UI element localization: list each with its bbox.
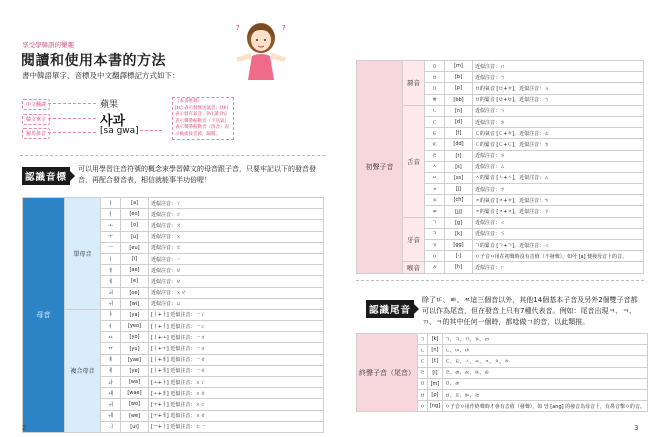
romanization-cell: [ui] [121,421,149,432]
note-cell: 近似注音：ㄩ [149,298,324,309]
romanization-cell: [yu] [121,343,149,354]
romanization-cell: [p] [445,83,473,94]
description: 書中韓語單字、音標及中文翻譯標記方式如下： [22,71,180,80]
group-cell: 舌音 [403,105,425,217]
label-korean: 韓文單字 [22,114,50,125]
note-cell: ㅂ的緊音 [ㅂ+ㅂ]，近似注音：ㄅ [473,94,644,105]
letter-cell: ㅏ [101,198,121,209]
group-cell: 喉音 [403,262,425,273]
romanization-cell: [k] [445,228,473,239]
note-cell: [ㅣ+ㅔ] 近似注音：一ㄝ [149,365,324,376]
letter-cell: ㅂ [425,72,445,83]
romanization-cell: [e] [121,276,149,287]
romanization-cell: [m] [445,61,473,72]
letter-cell: ㅘ [101,377,121,388]
label-chinese: 中文翻譯 [22,99,50,110]
letter-cell: ㄹ [425,150,445,161]
note-cell: ㅂ、ㅍ、ㅄ、ㄿ [443,389,648,400]
note-cell: 近似注音：ㄡ [149,220,324,231]
group-cell: 單母音 [65,198,101,310]
letter-cell: ㅡ [101,242,121,253]
letter-cell: ㅋ [425,228,445,239]
romanization-cell: [m] [427,378,442,389]
letter-cell: ㅞ [101,410,121,421]
romanization-cell: [r] [445,150,473,161]
note-cell: 近似注音：ㄙ [473,161,644,172]
table-row [357,334,648,345]
letter-cell: ㄱ [425,217,445,228]
letter-cell: ㄲ [425,240,445,251]
note-cell: ㅈ的緊音 [ㅈ+ㅈ]，近似注音：ㄗ [473,206,644,217]
romanization-cell: [yeo] [121,321,149,332]
category-cell: 初聲子音 [357,61,403,274]
romanization-cell: [l] [427,367,442,378]
label-phonetic: 羅馬拼音 [22,128,50,139]
note-cell: [ㅗ+ㅏ] 近似注音：ㄨㄚ [149,377,324,388]
romanization-cell: [bb] [445,94,473,105]
romanization-cell: [t] [445,128,473,139]
note-cell: [ㅣ+ㅗ] 近似注音：一ㄡ [149,332,324,343]
section-badge-phonetic: 認識音標 [22,167,70,185]
note-cell: 近似注音：ㄌ [473,150,644,161]
note-cell: ㄹ、ㄼ、ㄽ、ㄾ、ㅀ [443,367,648,378]
letter-cell: ㅁ [425,61,445,72]
letter-cell: ㅝ [101,399,121,410]
note-cell: 近似注音：ㄛ [149,209,324,220]
intro-text-final: 除了ㄸ、ㅃ、ㅉ這三個音以外，其他14個基本子音及另外2個雙子音都可以作為尾音，但在發音上只有7種代表音。例如：尾音出現ㅋ、ㅋ、ㄲ、ㅋ的其中任何一個時，都唸做ㄱ的音，以此類推。 [422,296,638,326]
romanization-cell: [jj] [445,206,473,217]
note-cell: [ㅣ+ㅐ] 近似注音：一ㄝ [149,354,324,365]
letter-cell: ㅉ [425,206,445,217]
letter-cell: ㅑ [101,309,121,320]
letter-cell: ㅇ [425,251,445,262]
romanization-cell: [wo] [121,399,149,410]
note-cell: ㄷ、ㅌ、ㅅ、ㅆ、ㅈ、ㅊ、ㅎ [443,356,648,367]
note-cell: [ㅗ+ㅐ] 近似注音：ㄨㄝ [149,388,324,399]
romanization-cell: [k] [427,334,442,345]
table-row [357,61,644,72]
category-cell: 終聲子音（尾音） [357,334,418,412]
romanization-cell: [wa] [121,377,149,388]
romanization-cell: [d] [445,116,473,127]
group-cell: 複合母音 [65,309,101,432]
note-cell: ㅂ的氣音 [ㅂ+ㅎ]，近似注音：ㄆ [473,83,644,94]
romanization-cell: [ya] [121,309,149,320]
romanization-cell: [t] [427,356,442,367]
note-cell: 近似注音：ㄨㄝ [149,287,324,298]
romanization-cell: [g] [445,217,473,228]
final-consonant-table [356,333,648,412]
note-cell: [ㅜ+ㅔ] 近似注音：ㄨㄝ [149,410,324,421]
romanization-cell: [dd] [445,139,473,150]
note-cell: 近似注音：ㄧ [149,253,324,264]
svg-text:?: ? [236,24,240,32]
vowel-table [22,197,324,433]
page-number-left: 2 [22,424,27,432]
note-cell: ㅇ子音ㅇ用在初聲時沒有音值（不發聲），如아 [a] 便發母音ㅏ的音。 [473,251,644,262]
romanization-cell: [-] [445,251,473,262]
romanization-cell: [wi] [121,298,149,309]
girl-illustration [230,18,292,80]
romanization-cell: [ae] [121,265,149,276]
annotation-box [172,97,234,140]
letter-cell: ㄷ [425,116,445,127]
category-cell: 母音 [23,198,65,433]
note-cell: 近似注音：ㄅ [473,72,644,83]
note-cell: 近似注音：ㄜ [149,242,324,253]
romanization-cell: [ye] [121,365,149,376]
letter-cell: ㅈ [425,184,445,195]
letter-cell: ㄴ [418,345,428,356]
romanization-cell: [gg] [445,240,473,251]
letter-cell: ㅔ [101,276,121,287]
letter-cell: ㅎ [425,262,445,273]
table-row [23,309,324,320]
annotation-top: （本書拼寫） [175,99,202,104]
romanization-cell: [eu] [121,242,149,253]
note-cell: ㄱ、ㅋ、ㄲ、ㄳ、ㄺ [443,334,648,345]
note-cell: 近似注音：ㄇ [473,61,644,72]
letter-cell: ㅐ [101,265,121,276]
note-cell: 近似注音：ㄉ [473,116,644,127]
romanization-cell: [we] [121,410,149,421]
note-cell: 近似注音：ㄗ [473,184,644,195]
note-cell: 近似注音：ㄚ [149,198,324,209]
note-cell: 近似注音：ㄝ [149,265,324,276]
romanization-cell: [yae] [121,354,149,365]
romanization-cell: [wae] [121,388,149,399]
romanization-cell: [n] [445,105,473,116]
note-cell: ㅅ的緊音 [ㅅ+ㅅ]，近似注音：ㄙ [473,172,644,183]
note-cell: [ㅣ+ㅏ] 近似注音：一ㄚ [149,309,324,320]
letter-cell: ㅟ [101,298,121,309]
letter-cell: ㅢ [101,421,121,432]
note-cell: ㅇ子音ㅇ用作終聲時才會有音值（發聲），如 앙 [ang] 的發音為母音ㅏ，有鼻音擊ㅇ的音。 [443,401,648,412]
note-cell: 近似注音：ㄏ [473,262,644,273]
note-cell: [ㅣ+ㅜ] 近似注音：一ㄨ [149,343,324,354]
letter-cell: ㅍ [425,83,445,94]
letter-cell: ㅜ [101,231,121,242]
consonant-table [356,60,644,274]
romanization-cell: [i] [121,253,149,264]
note-cell: 近似注音：ㄋ [473,105,644,116]
letter-cell: ㅣ [101,253,121,264]
romanization-cell: [h] [445,262,473,273]
letter-cell: ㅖ [101,365,121,376]
letter-cell: ㅕ [101,321,121,332]
romanization-cell: [ss] [445,172,473,183]
letter-cell: ㅁ [418,378,428,389]
group-cell: 牙音 [403,217,425,262]
letter-cell: ㅃ [425,94,445,105]
romanization-cell: [u] [121,231,149,242]
letter-cell: ㅊ [425,195,445,206]
intro-text-phonetic: 可以用學習注音符號的概念來學習韓文的母音跟子音，只要牢記以下的發音發音，再配合發音表，相信就能事半功倍喔！ [78,165,316,184]
letter-cell: ㅛ [101,332,121,343]
note-cell: ㄷ的氣音 [ㄷ+ㅎ]，近似注音：ㄊ [473,128,644,139]
romanization-cell: [s] [445,161,473,172]
note-cell: ㄷ的緊音 [ㄷ+ㄷ]，近似注音：ㄉ [473,139,644,150]
page-number-right: 3 [634,424,639,432]
note-cell: 近似注音：ㄍ [473,217,644,228]
subtitle: 享受學韓語的樂趣 [22,41,74,49]
svg-text:?: ? [282,24,286,32]
note-cell: ㄱ的緊音 [ㄱ+ㄱ]，近似注音：ㄍ [473,240,644,251]
letter-cell: ㅒ [101,354,121,365]
letter-cell: ㅠ [101,343,121,354]
romanization-cell: [j] [445,184,473,195]
letter-cell: ㅗ [101,220,121,231]
letter-cell: ㅓ [101,209,121,220]
romanization-cell: [b] [445,72,473,83]
note-cell: [ㅜ+ㅓ] 近似注音：ㄨㄛ [149,399,324,410]
romanization-cell: [ch] [445,195,473,206]
letter-cell: ㅆ [425,172,445,183]
romanization-cell: [p] [427,389,442,400]
romanization-cell: [ng] [427,401,442,412]
letter-cell: ㄷ [418,356,428,367]
letter-cell: ㄹ [418,367,428,378]
letter-cell: ㅂ [418,389,428,400]
note-cell: 近似注音：ㄨ [149,231,324,242]
example-korean: 사과 [100,114,126,129]
section-badge-final: 認識尾音 [366,300,414,318]
table-row [23,198,324,209]
example-phonetic: [sa gwa] [100,126,139,136]
letter-cell: ㄱ [418,334,428,345]
romanization-cell: [eo] [121,209,149,220]
letter-cell: ㅌ [425,128,445,139]
note-cell: 近似注音：ㄝ [149,276,324,287]
note-cell: [ㅣ+ㅓ] 近似注音：一ㄛ [149,321,324,332]
romanization-cell: [oe] [121,287,149,298]
note-cell: [ㅡ+ㅣ] 近似注音：ㄜ一 [149,421,324,432]
note-cell: ㅈ的氣音 [ㅈ+ㅎ]，近似注音：ㄘ [473,195,644,206]
annotation-body: [ts] 表示發無送氣音；[th] 表示發有氣音；[h] 讀 [h] 表示聲帶振動音（不送氣）表示聲帶振動音（清音）表示後面接音節，隔開。 [175,105,229,137]
group-cell: 脣音 [403,61,425,106]
note-cell: 近似注音：ㄎ [473,228,644,239]
romanization-cell: [n] [427,345,442,356]
letter-cell: ㅇ [418,401,428,412]
page-title: 閱讀和使用本書的方法 [21,53,166,69]
letter-cell: ㄸ [425,139,445,150]
letter-cell: ㅙ [101,388,121,399]
letter-cell: ㅅ [425,161,445,172]
letter-cell: ㅚ [101,287,121,298]
letter-cell: ㄴ [425,105,445,116]
note-cell: ㅁ、ㄻ [443,378,648,389]
romanization-cell: [a] [121,198,149,209]
romanization-cell: [o] [121,220,149,231]
example-chinese: 蘋果 [100,100,119,110]
note-cell: ㄴ、ㄵ、ㄶ [443,345,648,356]
romanization-cell: [yo] [121,332,149,343]
